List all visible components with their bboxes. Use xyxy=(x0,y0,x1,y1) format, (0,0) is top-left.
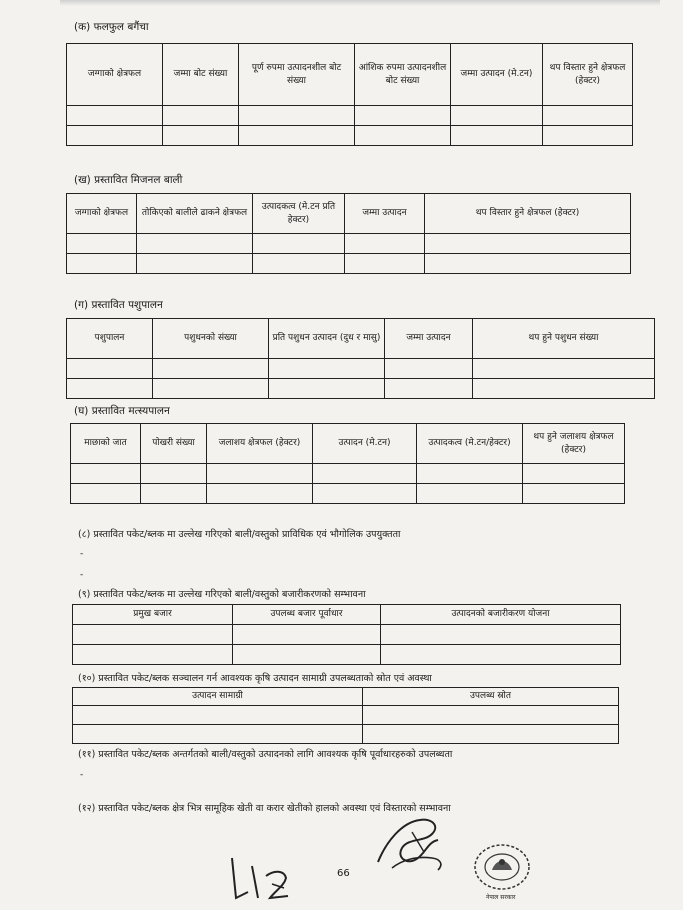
header-cell: जम्मा बोट संख्या xyxy=(163,44,239,106)
header-cell: उत्पादकत्व (मे.टन प्रति हेक्टर) xyxy=(253,194,345,234)
header-cell: उत्पादन सामाग्री xyxy=(73,688,363,706)
header-cell: उत्पादन (मे.टन) xyxy=(313,424,417,464)
header-cell: आंशिक रुपमा उत्पादनशील बोट संख्या xyxy=(355,44,451,106)
question-11: (११) प्रस्तावित पकेट/ब्लक अन्तर्गतको बाली/वस्तुको उत्पादनको लागि आवश्यक कृषि पूर्वाधारहरुको उपलब्धता xyxy=(78,749,453,760)
table-ga xyxy=(66,318,655,399)
header-cell: प्रमुख बजार xyxy=(73,605,233,625)
header-cell: जग्गाको क्षेत्रफल xyxy=(67,194,137,234)
table-q9 xyxy=(72,604,621,665)
question-8: (८) प्रस्तावित पकेट/ब्लक मा उल्लेख गरिएको बाली/वस्तुको प्राविधिक एवं भौगोलिक उपयुक्तता xyxy=(78,529,401,540)
table-row xyxy=(67,126,633,146)
page-number: 66 xyxy=(337,868,350,879)
answer-dash: - xyxy=(80,770,84,780)
header-cell: थप विस्तार हुने क्षेत्रफल (हेक्टर) xyxy=(425,194,631,234)
handwritten-signature xyxy=(372,812,452,878)
header-cell: थप हुने जलाशय क्षेत्रफल (हेक्टर) xyxy=(523,424,625,464)
table-row xyxy=(67,379,655,399)
table-q10 xyxy=(72,687,619,744)
header-cell: जम्मा उत्पादन (मे.टन) xyxy=(451,44,543,106)
header-cell: पशुधनको संख्या xyxy=(153,319,269,359)
section-kha-title: (ख) प्रस्तावित मिजनल बाली xyxy=(74,174,183,186)
header-cell: उपलब्ध बजार पूर्वाधार xyxy=(233,605,381,625)
header-cell: उपलब्ध स्रोत xyxy=(363,688,619,706)
header-cell: पोखरी संख्या xyxy=(141,424,207,464)
header-cell: जग्गाको क्षेत्रफल xyxy=(67,44,163,106)
official-seal xyxy=(470,840,534,894)
table-row xyxy=(73,645,621,665)
scan-edge xyxy=(60,0,660,6)
table-row xyxy=(67,359,655,379)
handwritten-initials xyxy=(226,852,296,904)
header-cell: प्रति पशुधन उत्पादन (दुध र मासु) xyxy=(269,319,385,359)
seal-caption: नेपाल सरकार xyxy=(486,894,516,901)
table-row xyxy=(73,706,619,725)
question-9: (९) प्रस्तावित पकेट/ब्लक मा उल्लेख गरिएको बाली/वस्तुको बजारीकरणको सम्भावना xyxy=(78,589,366,600)
header-cell: उत्पादकत्व (मे.टन/हेक्टर) xyxy=(417,424,523,464)
header-cell: थप विस्तार हुने क्षेत्रफल (हेक्टर) xyxy=(543,44,633,106)
header-cell: पूर्ण रुपमा उत्पादनशील बोट संख्या xyxy=(239,44,355,106)
answer-dash: - xyxy=(80,549,84,559)
section-ga-title: (ग) प्रस्तावित पशुपालन xyxy=(74,299,163,311)
question-12: (१२) प्रस्तावित पकेट/ब्लक क्षेत्र भित्र सामूहिक खेती वा करार खेतीको हालको अवस्था एवं विस्तारको सम्भावना xyxy=(78,803,451,814)
header-cell: तोकिएको बालीले ढाकने क्षेत्रफल xyxy=(137,194,253,234)
table-row xyxy=(73,625,621,645)
header-cell: माछाको जात xyxy=(71,424,141,464)
table-row xyxy=(71,464,625,484)
table-row xyxy=(67,254,631,274)
table-row xyxy=(73,725,619,744)
table-kha xyxy=(66,193,631,274)
table-row xyxy=(67,234,631,254)
header-cell: जलाशय क्षेत्रफल (हेक्टर) xyxy=(207,424,313,464)
answer-dash: - xyxy=(80,570,84,580)
section-gha-title: (घ) प्रस्तावित मत्स्यपालन xyxy=(74,405,170,417)
header-cell: पशुपालन xyxy=(67,319,153,359)
header-cell: जम्मा उत्पादन xyxy=(345,194,425,234)
header-cell: जम्मा उत्पादन xyxy=(385,319,473,359)
header-cell: थप हुने पशुधन संख्या xyxy=(473,319,655,359)
table-ka xyxy=(66,43,633,146)
section-ka-title: (क) फलफुल बगैंचा xyxy=(74,21,149,33)
header-cell: उत्पादनको बजारीकरण योजना xyxy=(381,605,621,625)
table-gha xyxy=(70,423,625,504)
table-row xyxy=(67,106,633,126)
question-10: (१०) प्रस्तावित पकेट/ब्लक सञ्चालन गर्न आवश्यक कृषि उत्पादन सामाग्री उपलब्धताको स्रोत एवं अवस्था xyxy=(78,673,432,684)
table-row xyxy=(71,484,625,504)
